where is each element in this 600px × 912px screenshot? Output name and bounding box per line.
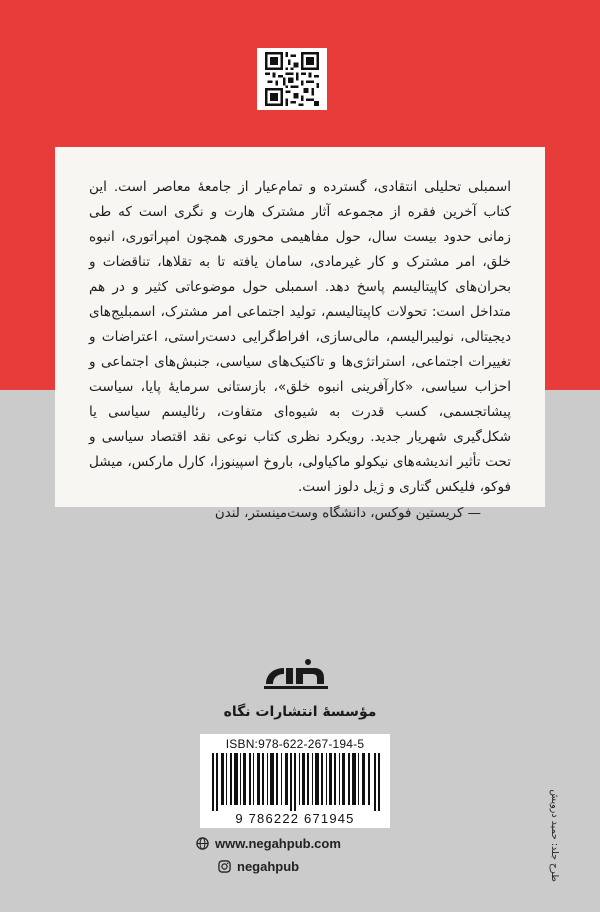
barcode-icon: [210, 753, 382, 811]
globe-icon: [196, 837, 209, 850]
website-link[interactable]: [196, 836, 416, 851]
isbn-number: ISBN:978-622-267-194-5: [225, 737, 365, 751]
qr-code-icon: [257, 48, 327, 110]
website-url[interactable]: www.negahpub.com: [215, 836, 341, 851]
isbn-barcode-label: [200, 734, 390, 828]
instagram-icon: [218, 860, 231, 873]
blurb-attribution: — کریستین فوکس، دانشگاه وست‌مینستر، لندن: [214, 506, 481, 521]
ean-digits: 9 786222 671945: [235, 811, 355, 826]
blurb-text: اسمبلی تحلیلی انتقادی، گسترده و تمام‌عیار از جامعهٔ معاصر است. این کتاب آخرین فقره از مجموعه آثار مشترک هارت و نگری است که طی زمانی حدود بیست سال، حول مفاهیمی محوری همچون امپراتوری، انبوه خلق، امر مشترک و کار غیرمادی، سامان یافته تا به تقلاها، تناقضات و بحران‌های کاپیتالیسم پاسخ دهد. اسمبلی حول موضوعاتی کثیر و در هم متداخل است: تحولات کاپیتالیسم، تولید اجتماعی امر مشترک، اسمبلیج‌های دیجیتالی، نولیبرالیسم، مالی‌سازی، افراط‌گرایی دست‌راستی، اعتراضات و تغییرات اجتماعی، استراتژی‌ها و تاکتیک‌های سیاسی، جنبش‌های اجتماعی و احزاب سیاسی، «کارآفرینی انبوه خلق»، بازستانی سرمایهٔ پایا، سیاست پیشاتجسمی، کسب قدرت به شیوه‌ای متفاوت، رئالیسم سیاسی یا شکل‌گیری شهریار جدید. رویکرد نظری کتاب نوعی نقد اقتصاد سیاسی و تحت تأثیر اندیشه‌های نیکولو ماکیاولی، باروخ اسپینوزا، کارل مارکس، میشل فوکو، فلیکس گتاری و ژیل دلوز است.: [89, 179, 511, 495]
back-cover-blurb-panel: [55, 147, 545, 521]
instagram-link[interactable]: [218, 859, 438, 874]
publisher-name: مؤسسهٔ انتشارات نگاه: [223, 704, 377, 720]
instagram-handle[interactable]: negahpub: [237, 859, 300, 874]
cover-designer-credit: طرح جلد: حمید درویش: [549, 789, 560, 882]
negah-logo-icon: [258, 656, 338, 696]
